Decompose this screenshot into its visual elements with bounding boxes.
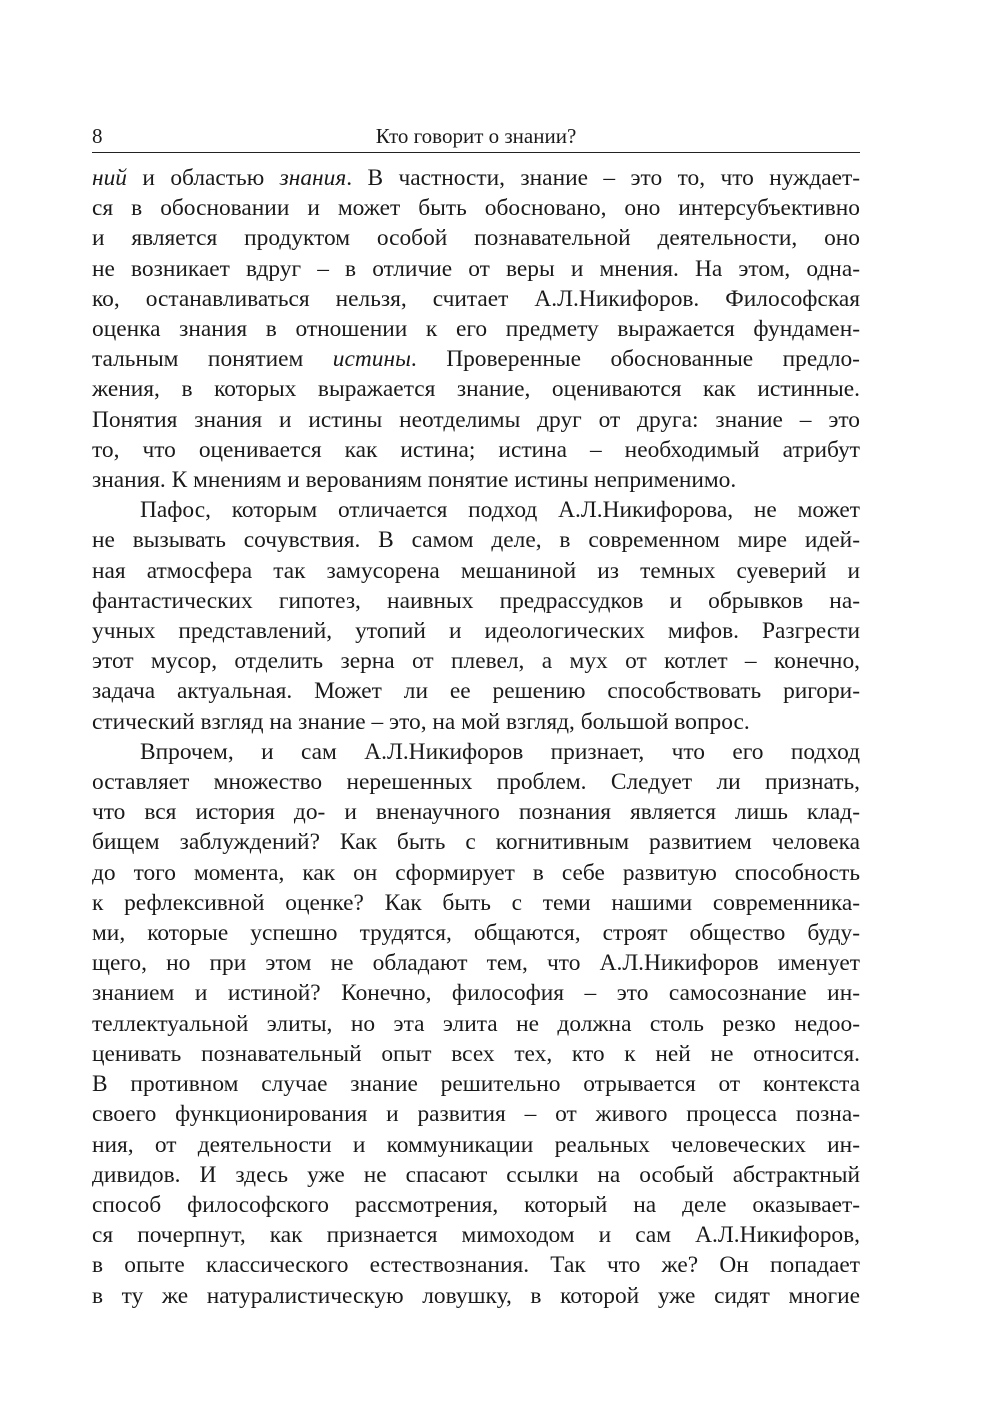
text-line bbox=[92, 525, 860, 555]
text-line bbox=[92, 163, 860, 193]
text-line bbox=[92, 948, 860, 978]
text-line bbox=[92, 888, 860, 918]
text-run: ся почерпнут, как признается мимоходом и сам А.Л.Никифоров, bbox=[92, 1222, 860, 1249]
text-line bbox=[92, 1160, 860, 1190]
text-line bbox=[92, 1220, 860, 1250]
text-line bbox=[92, 1281, 860, 1311]
text-run: щего, но при этом не обладают тем, что А.Л.Никифоров именует bbox=[92, 950, 860, 977]
text-run: Пафос, которым отличается подход А.Л.Никифорова, не может bbox=[140, 497, 860, 524]
italic-term: истины bbox=[332, 346, 411, 373]
text-line bbox=[92, 616, 860, 646]
text-run: ми, которые успешно трудятся, общаются, строят общество буду- bbox=[92, 920, 860, 947]
text-run: ценивать познавательный опыт всех тех, кто к ней не относится. bbox=[92, 1040, 860, 1067]
text-line bbox=[92, 586, 860, 616]
text-line bbox=[92, 918, 860, 948]
text-run: до того момента, как он сформирует в себе развитую способность bbox=[92, 859, 860, 886]
text-line bbox=[92, 737, 860, 767]
text-run: задача актуальная. Может ли ее решению способствовать ригори- bbox=[92, 678, 860, 705]
page-number: 8 bbox=[92, 124, 103, 148]
text-line bbox=[92, 1099, 860, 1129]
paragraph bbox=[92, 495, 860, 737]
text-line bbox=[92, 314, 860, 344]
text-line bbox=[92, 676, 860, 706]
text-run: жения, в которых выражается знание, оцениваются как истинные. bbox=[92, 376, 860, 403]
text-line bbox=[92, 495, 860, 525]
text-line bbox=[92, 1250, 860, 1280]
text-run: ся в обосновании и может быть обосновано, оно интерсубъективно bbox=[92, 195, 860, 222]
text-run: этот мусор, отделить зерна от плевел, а мух от котлет – конечно, bbox=[92, 648, 860, 675]
text-line bbox=[92, 374, 860, 404]
text-line bbox=[92, 556, 860, 586]
text-run: в опыте классического естествознания. Так что же? Он попадает bbox=[92, 1252, 860, 1279]
text-line bbox=[92, 435, 860, 465]
text-line bbox=[92, 707, 860, 737]
text-run: ко, останавливаться нельзя, считает А.Л.Никифоров. Философская bbox=[92, 285, 860, 312]
text-run: и является продуктом особой познавательной деятельности, оно bbox=[92, 225, 860, 252]
text-run: ния, от деятельности и коммуникации реальных человеческих ин- bbox=[92, 1131, 860, 1158]
text-line bbox=[92, 223, 860, 253]
text-line bbox=[92, 646, 860, 676]
text-run: то, что оценивается как истина; истина – необходимый атрибут bbox=[92, 436, 860, 463]
text-run: способ философского рассмотрения, который на деле оказывает- bbox=[92, 1191, 860, 1218]
text-run: оставляет множество нерешенных проблем. Следует ли признать, bbox=[92, 769, 860, 796]
text-run: Впрочем, и сам А.Л.Никифоров признает, что его подход bbox=[140, 738, 860, 765]
text-line bbox=[92, 1130, 860, 1160]
text-run: . В частности, знание – это то, что нуждает- bbox=[346, 165, 860, 191]
running-header bbox=[92, 118, 860, 153]
text-run: тальным понятием bbox=[92, 346, 333, 373]
text-line bbox=[92, 254, 860, 284]
text-line bbox=[92, 1039, 860, 1069]
running-title: Кто говорит о знании? bbox=[375, 124, 577, 148]
text-line bbox=[92, 1009, 860, 1039]
text-line bbox=[92, 465, 860, 495]
text-line bbox=[92, 1190, 860, 1220]
text-run: и областью bbox=[127, 165, 280, 191]
text-run: . Проверенные обоснованные предло- bbox=[410, 346, 860, 373]
italic-term: ний bbox=[92, 165, 127, 191]
italic-term: знания bbox=[279, 165, 347, 191]
text-run: оценка знания в отношении к его предмету выражается фундамен- bbox=[92, 316, 860, 343]
text-line bbox=[92, 193, 860, 223]
text-run: стический взгляд на знание – это, на мой взгляд, большой вопрос. bbox=[92, 708, 750, 735]
paragraph bbox=[92, 163, 860, 495]
text-run: в ту же натуралистическую ловушку, в которой уже сидят многие bbox=[92, 1282, 860, 1309]
text-run: к рефлексивной оценке? Как быть с теми нашими современника- bbox=[92, 889, 860, 916]
text-run: дивидов. И здесь уже не спасают ссылки на особый абстрактный bbox=[92, 1161, 860, 1188]
book-page bbox=[92, 118, 860, 1311]
text-run: учных представлений, утопий и идеологических мифов. Разгрести bbox=[92, 618, 860, 645]
text-run: не вызывать сочувствия. В самом деле, в современном мире идей- bbox=[92, 527, 860, 554]
text-run: что вся история до- и вненаучного познания является лишь клад- bbox=[92, 799, 860, 826]
text-run: ная атмосфера так замусорена мешаниной из темных суеверий и bbox=[92, 557, 860, 584]
text-line bbox=[92, 284, 860, 314]
text-line bbox=[92, 827, 860, 857]
text-run: своего функционирования и развития – от живого процесса позна- bbox=[92, 1101, 860, 1128]
text-run: В противном случае знание решительно отрывается от контекста bbox=[92, 1071, 860, 1098]
text-line bbox=[92, 1069, 860, 1099]
text-line bbox=[92, 978, 860, 1008]
paragraph bbox=[92, 737, 860, 1311]
text-run: Понятия знания и истины неотделимы друг от друга: знание – это bbox=[92, 406, 860, 433]
text-run: фантастических гипотез, наивных предрассудков и обрывков на- bbox=[92, 587, 860, 614]
text-run: теллектуальной элиты, но эта элита не должна столь резко недоо- bbox=[92, 1010, 860, 1037]
text-run: бищем заблуждений? Как быть с когнитивным развитием человека bbox=[92, 829, 860, 856]
text-run: не возникает вдруг – в отличие от веры и мнения. На этом, одна- bbox=[92, 255, 860, 282]
text-line bbox=[92, 767, 860, 797]
text-line bbox=[92, 405, 860, 435]
text-line bbox=[92, 797, 860, 827]
text-run: знания. К мнениям и верованиям понятие истины неприменимо. bbox=[92, 467, 737, 494]
text-run: знанием и истиной? Конечно, философия – это самосознание ин- bbox=[92, 980, 860, 1007]
body-text bbox=[92, 163, 860, 1311]
text-line bbox=[92, 344, 860, 374]
text-line bbox=[92, 858, 860, 888]
